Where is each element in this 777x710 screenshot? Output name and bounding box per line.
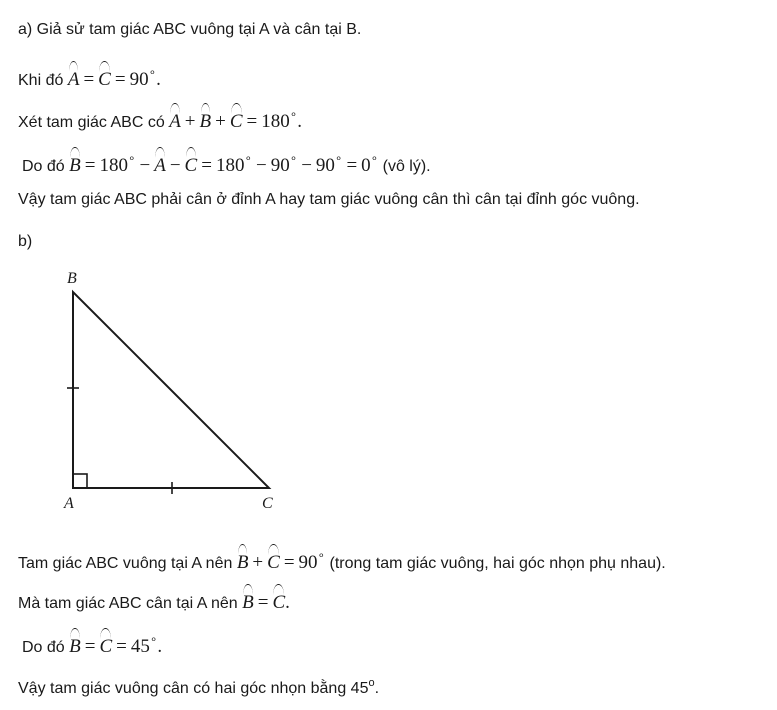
- line1-prefix: Tam giác ABC vuông tại A nên: [18, 555, 233, 572]
- vertex-label-b: B: [67, 270, 77, 287]
- angle-a: A: [169, 105, 181, 133]
- part-a-step2: Xét tam giác ABC có A + B + C = 180∘.: [18, 107, 303, 132]
- line1-suffix: (trong tam giác vuông, hai góc nhọn phụ nhau).: [329, 555, 666, 572]
- step3-suffix: (vô lý).: [382, 158, 431, 175]
- right-isosceles-triangle-figure: [55, 262, 295, 517]
- step1-value: 90: [129, 69, 149, 90]
- line3-prefix: Do đó: [22, 639, 65, 656]
- equals-sign: =: [114, 69, 126, 90]
- equals-sign: =: [83, 69, 95, 90]
- angle-b: B: [200, 105, 212, 133]
- angle-c: C: [185, 149, 198, 177]
- angle-a: A: [154, 149, 166, 177]
- part-a-intro: a) Giả sử tam giác ABC vuông tại A và cân tại B.: [18, 21, 362, 38]
- angle-c: C: [272, 586, 285, 614]
- part-b-label: b): [18, 233, 33, 250]
- angle-c: C: [230, 105, 243, 133]
- step1-prefix: Khi đó: [18, 72, 64, 89]
- vertex-label-c: C: [262, 495, 273, 512]
- step2-prefix: Xét tam giác ABC có: [18, 114, 165, 131]
- angle-b: B: [69, 630, 81, 658]
- angle-a: A: [68, 63, 80, 91]
- angle-b: B: [69, 149, 81, 177]
- right-angle-marker: [73, 474, 87, 488]
- angle-c: C: [98, 63, 111, 91]
- part-a-step3: Do đó B = 180∘ − A − C = 180∘ − 90∘ − 90∘ = 0∘ (vô lý).: [22, 151, 431, 176]
- part-b-line2: Mà tam giác ABC cân tại A nên B = C.: [18, 586, 290, 615]
- part-b-line1: Tam giác ABC vuông tại A nên B + C = 90∘ (trong tam giác vuông, hai góc nhọn phụ nhau).: [18, 548, 666, 573]
- angle-b: B: [242, 586, 254, 614]
- vertex-label-a: A: [64, 495, 74, 512]
- part-b-line3: Do đó B = C = 45∘.: [22, 632, 163, 657]
- triangle-abc: [73, 292, 269, 488]
- part-b-conclusion: Vậy tam giác vuông cân có hai góc nhọn bằng 45$^o$.: [18, 677, 380, 697]
- step3-prefix: Do đó: [22, 158, 65, 175]
- angle-c: C: [99, 630, 112, 658]
- line2-prefix: Mà tam giác ABC cân tại A nên: [18, 595, 238, 612]
- part-a-conclusion: Vậy tam giác ABC phải cân ở đỉnh A hay tam giác vuông cân thì cân tại đỉnh góc vuông.: [18, 191, 640, 208]
- part-a-step1: Khi đó A = C = 90∘.: [18, 65, 161, 90]
- angle-c: C: [267, 546, 280, 574]
- degree-symbol: ∘: [148, 65, 157, 79]
- angle-b: B: [237, 546, 249, 574]
- step2-value: 180: [261, 111, 290, 132]
